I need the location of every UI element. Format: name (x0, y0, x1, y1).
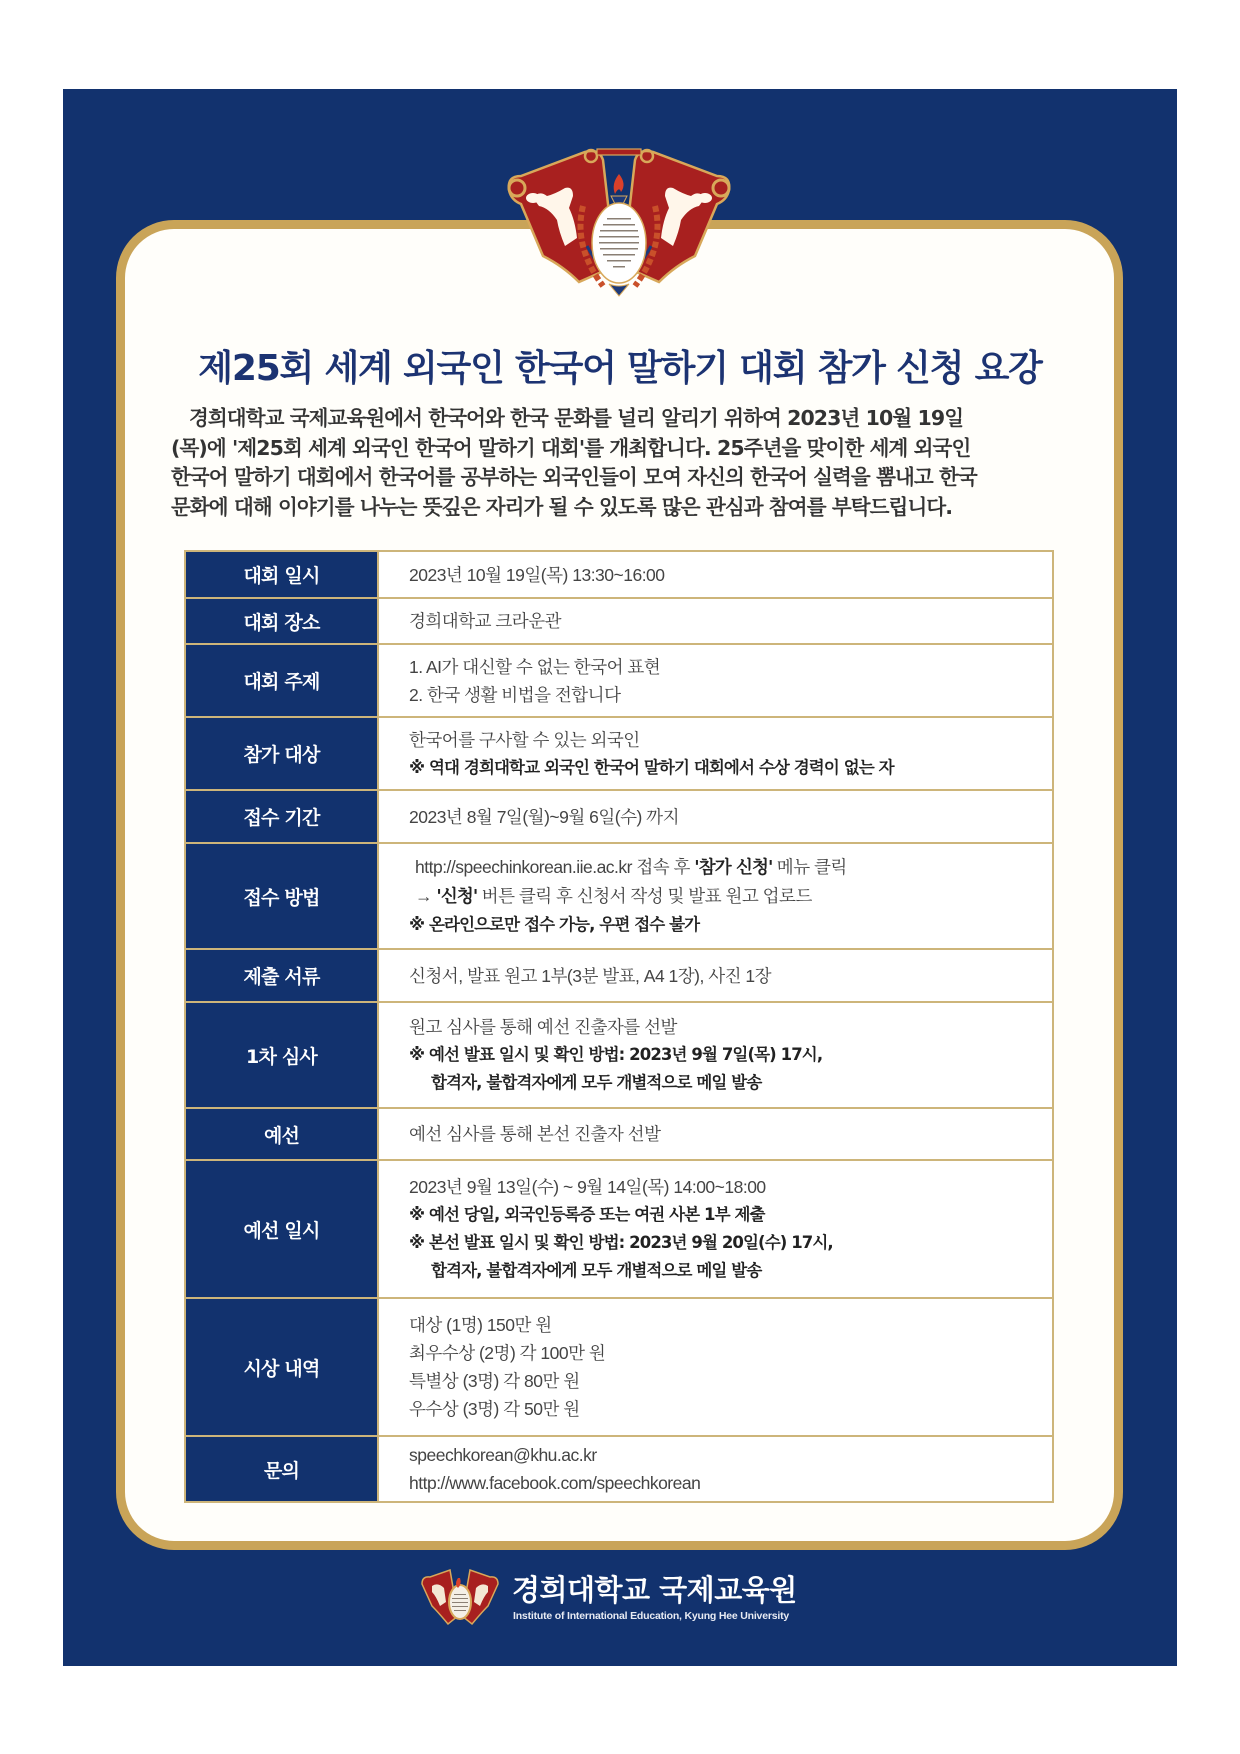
row-value (378, 598, 1053, 644)
row-label: 제출 서류 (185, 949, 378, 1002)
row-value (378, 843, 1053, 949)
row-label: 대회 일시 (185, 551, 378, 598)
intro-line: (목)에 '제25회 세계 외국인 한국어 말하기 대회'를 개최합니다. 25주년을 맞이한 세계 외국인 (171, 435, 971, 460)
university-emblem-small-icon (420, 1568, 500, 1628)
value-line: 원고 심사를 통해 예선 진출자를 선발 (409, 1017, 677, 1037)
table-row (185, 644, 1053, 717)
footer-logo (420, 1566, 840, 1630)
value-line: 1. AI가 대신할 수 없는 한국어 표현 (409, 656, 661, 677)
value-note: ※ 본선 발표 일시 및 확인 방법: 2023년 9월 20일(수) 17시, (409, 1233, 833, 1252)
table-row (185, 1108, 1053, 1160)
value-line: 특별상 (3명) 각 80만 원 (409, 1371, 580, 1391)
intro-line: 경희대학교 국제교육원에서 한국어와 한국 문화를 널리 알리기 위하여 2023년 10월 19일 (189, 406, 964, 430)
row-value (378, 790, 1053, 843)
table-row (185, 949, 1053, 1002)
org-name-korean: 경희대학교 국제교육원 (512, 1573, 797, 1607)
value-note: 합격자, 불합격자에게 모두 개별적으로 메일 발송 (431, 1261, 762, 1280)
value-note: 합격자, 불합격자에게 모두 개별적으로 메일 발송 (431, 1073, 762, 1092)
row-label: 예선 일시 (185, 1160, 378, 1298)
page-title: 제25회 세계 외국인 한국어 말하기 대회 참가 신청 요강 (198, 348, 1042, 389)
row-label: 대회 장소 (185, 598, 378, 644)
contact-email-link[interactable]: speechkorean@khu.ac.kr (409, 1445, 597, 1465)
row-label: 예선 (185, 1108, 378, 1160)
row-value (378, 717, 1053, 790)
row-value (378, 1160, 1053, 1298)
table-row (185, 1160, 1053, 1298)
table-row (185, 551, 1053, 598)
value-line: 2023년 10월 19일(목) 13:30~16:00 (409, 564, 665, 585)
row-value (378, 1436, 1053, 1502)
row-label: 시상 내역 (185, 1298, 378, 1436)
intro-line: 한국어 말하기 대회에서 한국어를 공부하는 외국인들이 모여 자신의 한국어 실력을 뽐내고 한국 (171, 465, 977, 490)
value-note: ※ 역대 경희대학교 외국인 한국어 말하기 대회에서 수상 경력이 없는 자 (409, 757, 894, 777)
row-value (378, 1298, 1053, 1436)
intro-paragraph (171, 404, 1071, 523)
value-line: 대상 (1명) 150만 원 (409, 1315, 552, 1335)
value-line: 최우수상 (2명) 각 100만 원 (409, 1343, 606, 1363)
table-row (185, 1298, 1053, 1436)
value-note: ※ 예선 발표 일시 및 확인 방법: 2023년 9월 7일(목) 17시, (409, 1045, 823, 1064)
row-label: 문의 (185, 1436, 378, 1502)
org-name-english: Institute of International Education, Kyung Hee University (513, 1610, 790, 1622)
value-text: 메뉴 클릭 (772, 857, 847, 877)
value-line: 경희대학교 크라운관 (409, 611, 562, 631)
row-value (378, 1002, 1053, 1108)
row-value (378, 1108, 1053, 1160)
value-line: 2023년 9월 13일(수) ~ 9월 14일(목) 14:00~18:00 (409, 1177, 766, 1197)
emphasis: '신청' (436, 887, 478, 907)
row-label: 접수 방법 (185, 843, 378, 949)
table-row (185, 598, 1053, 644)
value-line: 2. 한국 생활 비법을 전합니다 (409, 684, 621, 705)
emphasis: '참가 신청' (694, 858, 773, 878)
value-note: ※ 예선 당일, 외국인등록증 또는 여권 사본 1부 제출 (409, 1205, 765, 1224)
value-line (409, 882, 1052, 911)
info-table (184, 550, 1054, 1503)
row-label: 참가 대상 (185, 717, 378, 790)
row-value (378, 551, 1053, 598)
table-row (185, 1436, 1053, 1502)
value-line: 예선 심사를 통해 본선 진출자 선발 (409, 1124, 661, 1144)
table-row (185, 1002, 1053, 1108)
table-row (185, 790, 1053, 843)
value-line: 신청서, 발표 원고 1부(3분 발표, A4 1장), 사진 1장 (409, 965, 772, 986)
value-line: 우수상 (3명) 각 50만 원 (409, 1399, 580, 1419)
intro-line: 문화에 대해 이야기를 나누는 뜻깊은 자리가 될 수 있도록 많은 관심과 참여를 부탁드립니다. (171, 495, 953, 520)
application-url-link[interactable]: http://speechinkorean.iie.ac.kr 접속 후 (415, 857, 695, 877)
row-value (378, 644, 1053, 717)
row-value (378, 949, 1053, 1002)
university-emblem-icon (503, 146, 735, 300)
value-note: ※ 온라인으로만 접수 가능, 우편 접수 불가 (409, 915, 700, 934)
value-text: 버튼 클릭 후 신청서 작성 및 발표 원고 업로드 (477, 886, 812, 906)
value-line (409, 853, 1052, 882)
row-label: 대회 주제 (185, 644, 378, 717)
facebook-link[interactable]: http://www.facebook.com/speechkorean (409, 1473, 701, 1493)
table-row (185, 843, 1053, 949)
arrow-icon: → (415, 886, 437, 906)
value-line: 한국어를 구사할 수 있는 외국인 (409, 729, 640, 750)
value-line: 2023년 8월 7일(월)~9월 6일(수) 까지 (409, 806, 679, 827)
table-row (185, 717, 1053, 790)
row-label: 접수 기간 (185, 790, 378, 843)
row-label: 1차 심사 (185, 1002, 378, 1108)
